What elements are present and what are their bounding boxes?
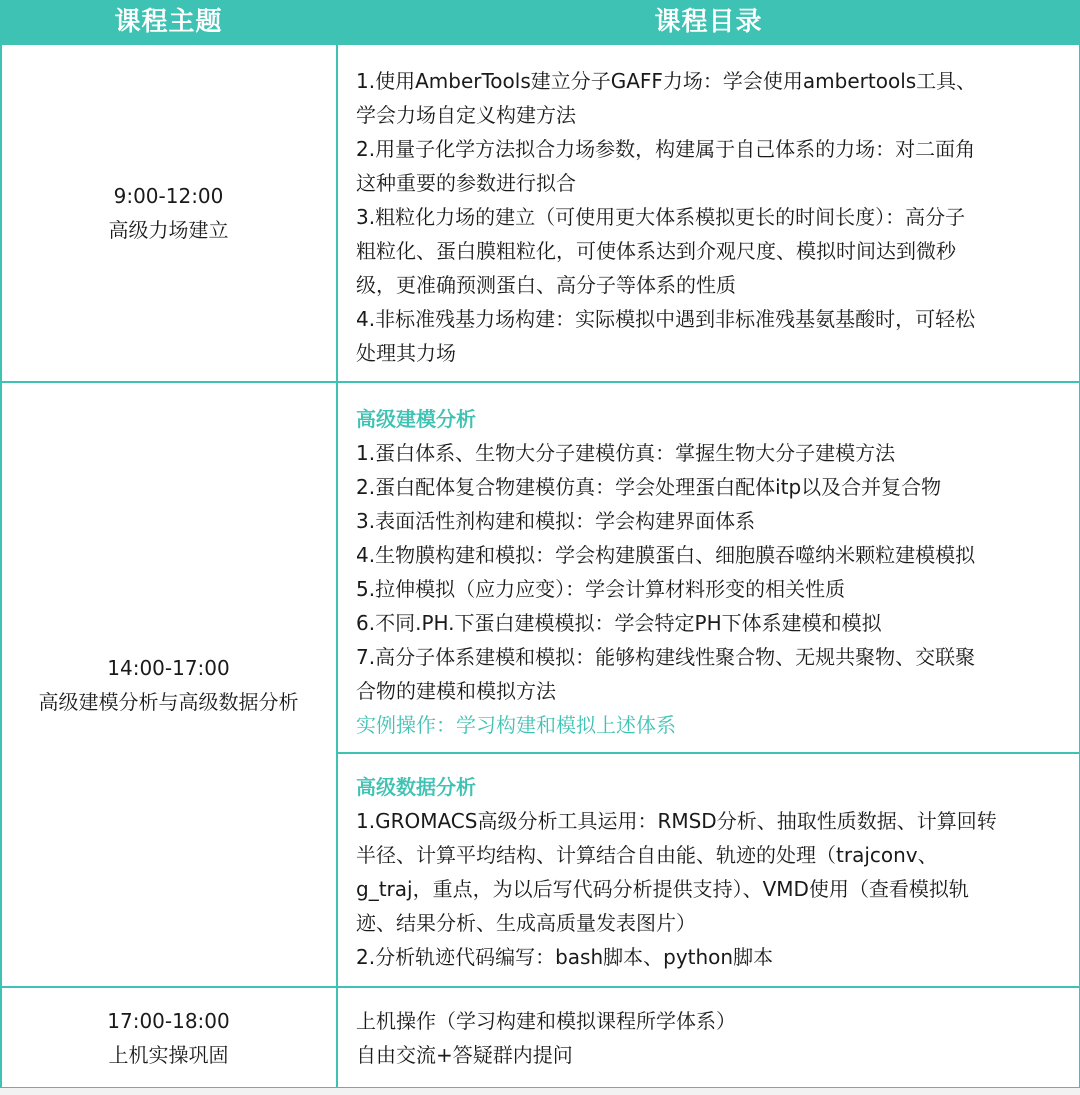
content-line: 1.使用AmberTools建立分子GAFF力场：学会使用ambertools工具、 [356,69,977,93]
table-row-3-content [356,1004,1072,1072]
section-heading: 高级数据分析 [356,775,476,799]
section-heading: 高级建模分析 [356,407,476,431]
header-topic: 课程主题 [114,7,223,37]
table-row-1-time-cell [0,179,337,247]
content-line: 上机操作（学习构建和模拟课程所学体系） [356,1009,736,1033]
content-line: 迹、结果分析、生成高质量发表图片） [356,911,696,935]
content-line: 处理其力场 [356,341,456,365]
content-line: 级，更准确预测蛋白、高分子等体系的性质 [356,273,736,297]
page-bottom-margin [0,1088,1080,1095]
row-divider [0,381,1080,383]
session-topic: 高级力场建立 [108,218,229,242]
analysis-section [356,770,1072,974]
content-line: 7.高分子体系建模和模拟：能够构建线性聚合物、无规共聚物、交联聚 [356,645,976,669]
content-line: 学会力场自定义构建方法 [356,103,576,127]
session-topic: 高级建模分析与高级数据分析 [38,690,299,714]
content-line: 2.分析轨迹代码编写：bash脚本、python脚本 [356,945,774,969]
content-line: 粗粒化、蛋白膜粗粒化，可使体系达到介观尺度、模拟时间达到微秒 [356,239,956,263]
practice-note: 实例操作：学习构建和模拟上述体系 [356,713,676,737]
modeling-section [356,402,1072,742]
session-time: 9:00-12:00 [113,184,224,208]
session-topic: 上机实操巩固 [108,1043,229,1067]
content-line: 这种重要的参数进行拟合 [356,171,576,195]
content-line: 1.蛋白体系、生物大分子建模仿真：掌握生物大分子建模方法 [356,441,896,465]
subrow-divider [337,752,1080,754]
content-line: 5.拉伸模拟（应力应变）：学会计算材料形变的相关性质 [356,577,846,601]
content-line: 2.用量子化学方法拟合力场参数，构建属于自己体系的力场：对二面角 [356,137,976,161]
content-line: 合物的建模和模拟方法 [356,679,556,703]
content-line: 自由交流+答疑群内提问 [356,1043,573,1067]
table-row-3-time-cell [0,1004,337,1072]
row-divider [0,986,1080,988]
content-line: 3.表面活性剂构建和模拟：学会构建界面体系 [356,509,756,533]
header-catalog: 课程目录 [654,7,763,37]
content-line: 6.不同.PH.下蛋白建模模拟：学会特定PH下体系建模和模拟 [356,611,882,635]
table-row-2-time-cell [0,651,337,719]
content-line: 2.蛋白配体复合物建模仿真：学会处理蛋白配体itp以及合并复合物 [356,475,942,499]
content-line: 4.生物膜构建和模拟：学会构建膜蛋白、细胞膜吞噬纳米颗粒建模模拟 [356,543,976,567]
content-line: 4.非标准残基力场构建：实际模拟中遇到非标准残基氨基酸时，可轻松 [356,307,976,331]
content-line: 1.GROMACS高级分析工具运用：RMSD分析、抽取性质数据、计算回转 [356,809,997,833]
session-time: 17:00-18:00 [107,1009,230,1033]
content-line: 3.粗粒化力场的建立（可使用更大体系模拟更长的时间长度）：高分子 [356,205,966,229]
table-header [0,0,1080,45]
session-time: 14:00-17:00 [107,656,230,680]
table-row-1-content [356,64,1072,370]
content-line: g_traj，重点，为以后写代码分析提供支持）、VMD使用（查看模拟轨 [356,877,969,901]
content-line: 半径、计算平均结构、计算结合自由能、轨迹的处理（trajconv、 [356,843,938,867]
